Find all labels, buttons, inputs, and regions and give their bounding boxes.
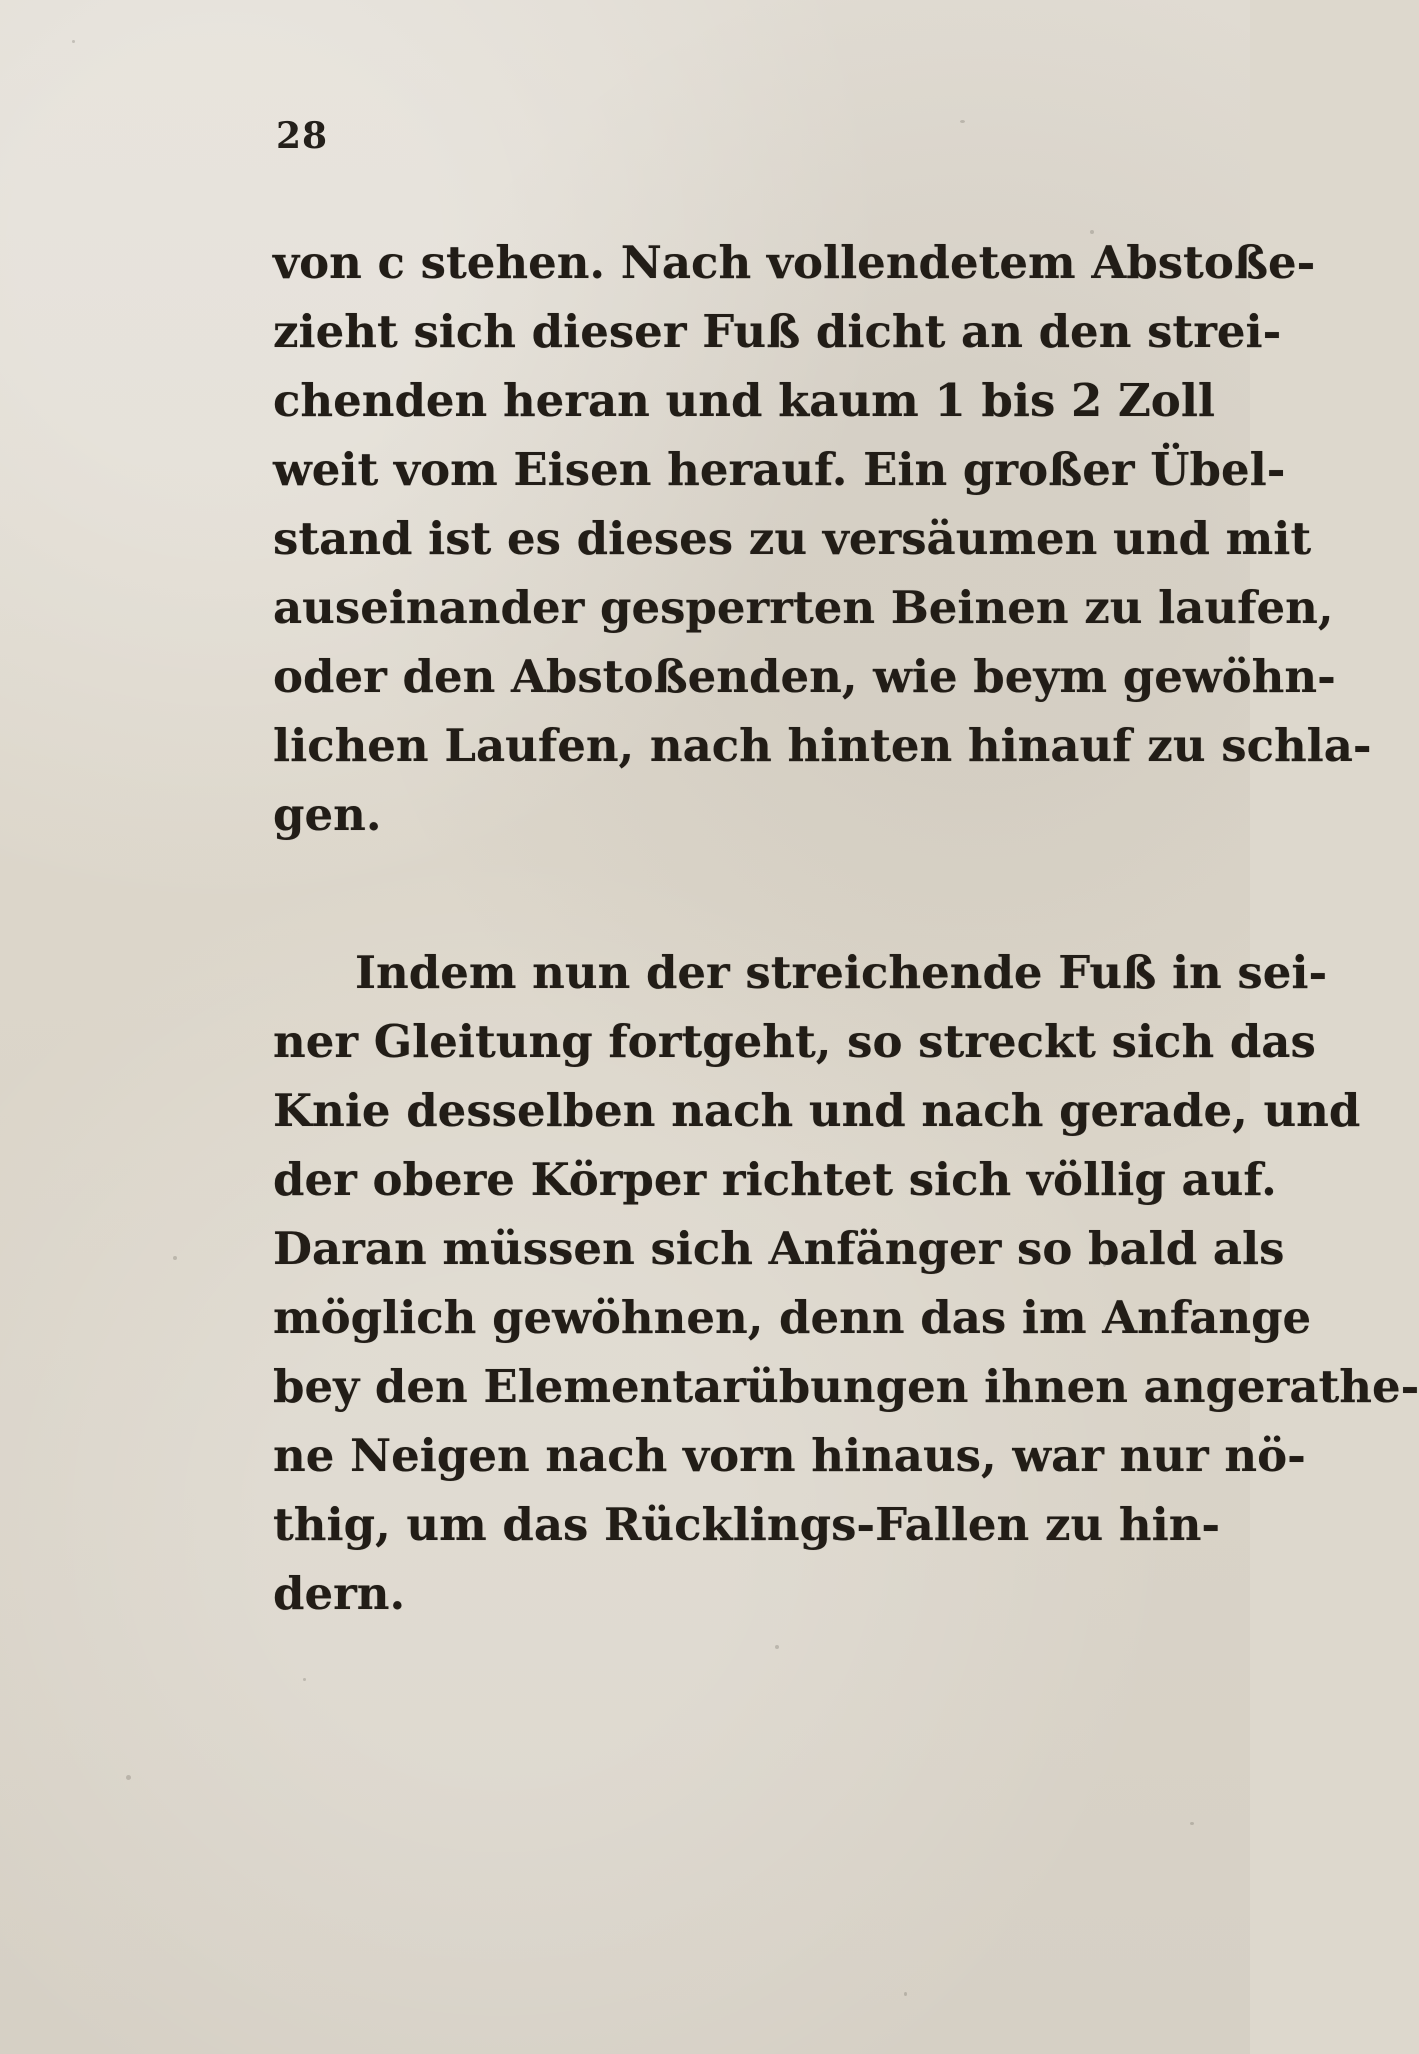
paper-speck — [1190, 1822, 1194, 1825]
paper-speck — [775, 1645, 779, 1649]
paragraph-1-line-9: gen. — [273, 788, 382, 841]
paragraph-2-line-2: ner Gleitung fortgeht, so streckt sich das — [273, 1015, 1316, 1068]
paragraph-2-line-10: dern. — [273, 1567, 406, 1620]
paper-speck — [303, 1678, 306, 1681]
paragraph-1-line-7: oder den Abstoßenden, wie beym gewöhn- — [273, 650, 1336, 703]
paragraph-2-line-5: Daran müssen sich Anfänger so bald als — [273, 1222, 1285, 1275]
paragraph-2-line-1: Indem nun der streichende Fuß in sei- — [355, 946, 1328, 999]
paragraph-1-line-5: stand ist es dieses zu versäumen und mit — [273, 512, 1312, 565]
paragraph-1-line-3: chenden heran und kaum 1 bis 2 Zoll — [273, 374, 1216, 427]
paragraph-2-line-9: thig, um das Rücklings-Fallen zu hin- — [273, 1498, 1221, 1551]
paragraph-2-line-7: bey den Elementarübungen ihnen angerathe- — [273, 1360, 1419, 1413]
paragraph-2-line-6: möglich gewöhnen, denn das im Anfange — [273, 1291, 1312, 1344]
paper-speck — [960, 120, 965, 123]
paper-speck — [72, 40, 75, 43]
paper-speck — [173, 1256, 177, 1260]
paragraph-1-line-8: lichen Laufen, nach hinten hinauf zu schla- — [273, 719, 1372, 772]
paragraph-1-line-1: von c stehen. Nach vollendetem Abstoße- — [273, 236, 1316, 289]
paragraph-2-line-8: ne Neigen nach vorn hinaus, war nur nö- — [273, 1429, 1306, 1482]
paper-speck — [904, 1992, 907, 1996]
paragraph-2-line-3: Knie desselben nach und nach gerade, und — [273, 1084, 1361, 1137]
page-number: 28 — [276, 115, 329, 157]
paragraph-1-line-6: auseinander gesperrten Beinen zu laufen, — [273, 581, 1334, 634]
paper-speck — [126, 1775, 131, 1780]
paragraph-2-line-4: der obere Körper richtet sich völlig auf. — [273, 1153, 1277, 1206]
paragraph-1-line-4: weit vom Eisen herauf. Ein großer Übel- — [273, 443, 1286, 496]
paragraph-1-line-2: zieht sich dieser Fuß dicht an den strei- — [273, 305, 1282, 358]
